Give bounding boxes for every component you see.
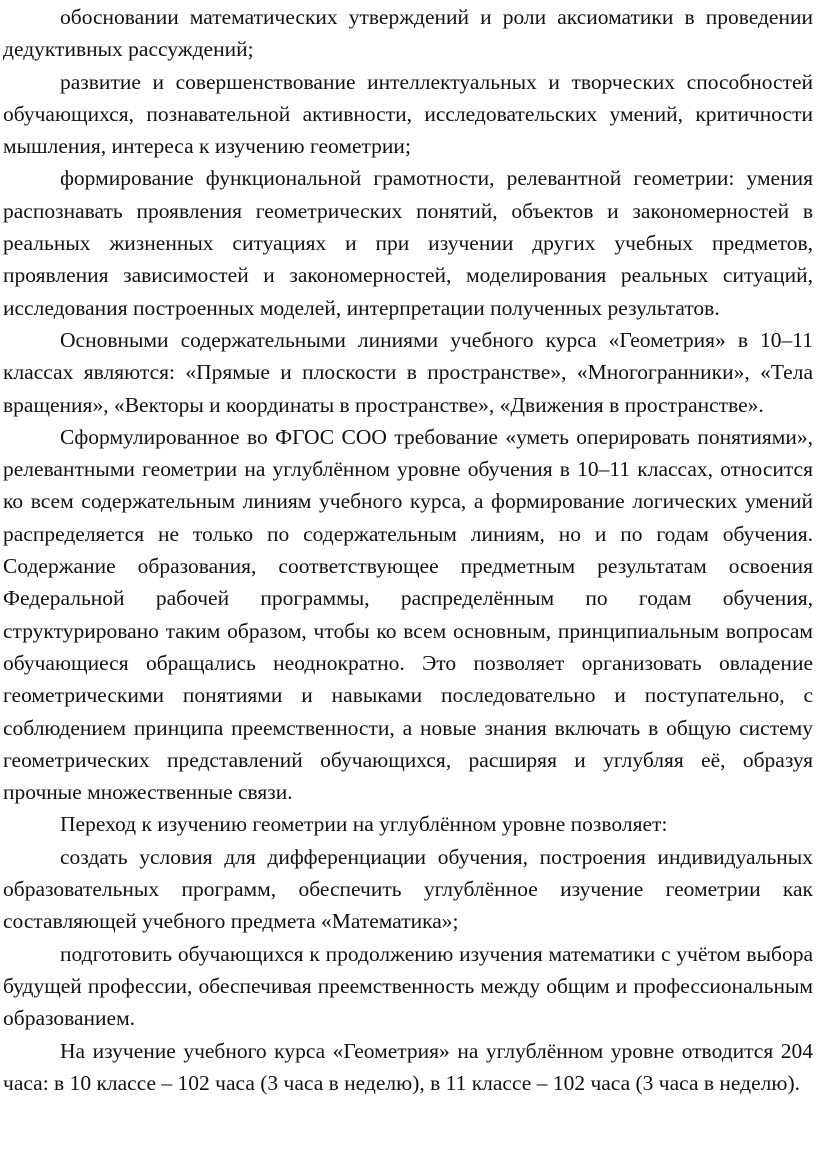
- paragraph-5: Сформулированное во ФГОС СОО требование «уметь оперировать понятиями», релевантными геометрии на углублённом уровне обучения в 10–11 классах, относится ко всем содержательным линиям учебного курса, а формирование логических умений распределяется не только по содержательным линиям, но и по годам обучения. Содержание образования, соответствующее предметным результатам освоения Федеральной рабочей программы, распределённым по годам обучения, структурировано таким образом, чтобы ко всем основным, принципиальным вопросам обучающиеся обращались неоднократно. Это позволяет организовать овладение геометрическими понятиями и навыками последовательно и поступательно, с соблюдением принципа преемственности, а новые знания включать в общую систему геометрических представлений обучающихся, расширяя и углубляя её, образуя прочные множественные связи.: [3, 424, 813, 805]
- paragraph-3: формирование функциональной грамотности, релевантной геометрии: умения распознавать проявления геометрических понятий, объектов и закономерностей в реальных жизненных ситуациях и при изучении других учебных предметов, проявления зависимостей и закономерностей, моделирования реальных ситуаций, исследования построенных моделей, интерпретации полученных результатов.: [3, 166, 813, 320]
- paragraph-2: развитие и совершенствование интеллектуальных и творческих способностей обучающихся, познавательной активности, исследовательских умений, критичности мышления, интереса к изучению геометрии;: [3, 69, 813, 159]
- paragraph-4: Основными содержательными линиями учебного курса «Геометрия» в 10–11 классах являются: «Прямые и плоскости в пространстве», «Многогранники», «Тела вращения», «Векторы и координаты в пространстве», «Движения в пространстве».: [3, 327, 813, 417]
- paragraph-1: обосновании математических утверждений и роли аксиоматики в проведении дедуктивных рассуждений;: [3, 5, 813, 62]
- paragraph-7: создать условия для дифференциации обучения, построения индивидуальных образовательных программ, обеспечить углублённое изучение геометрии как составляющей учебного предмета «Математика»;: [3, 844, 813, 934]
- paragraph-8: подготовить обучающихся к продолжению изучения математики с учётом выбора будущей профессии, обеспечивая преемственность между общим и профессиональным образованием.: [3, 941, 813, 1031]
- paragraph-9: На изучение учебного курса «Геометрия» на углублённом уровне отводится 204 часа: в 10 классе – 102 часа (3 часа в неделю), в 11 классе – 102 часа (3 часа в неделю).: [3, 1038, 813, 1095]
- paragraph-6: Переход к изучению геометрии на углублённом уровне позволяет:: [60, 812, 668, 837]
